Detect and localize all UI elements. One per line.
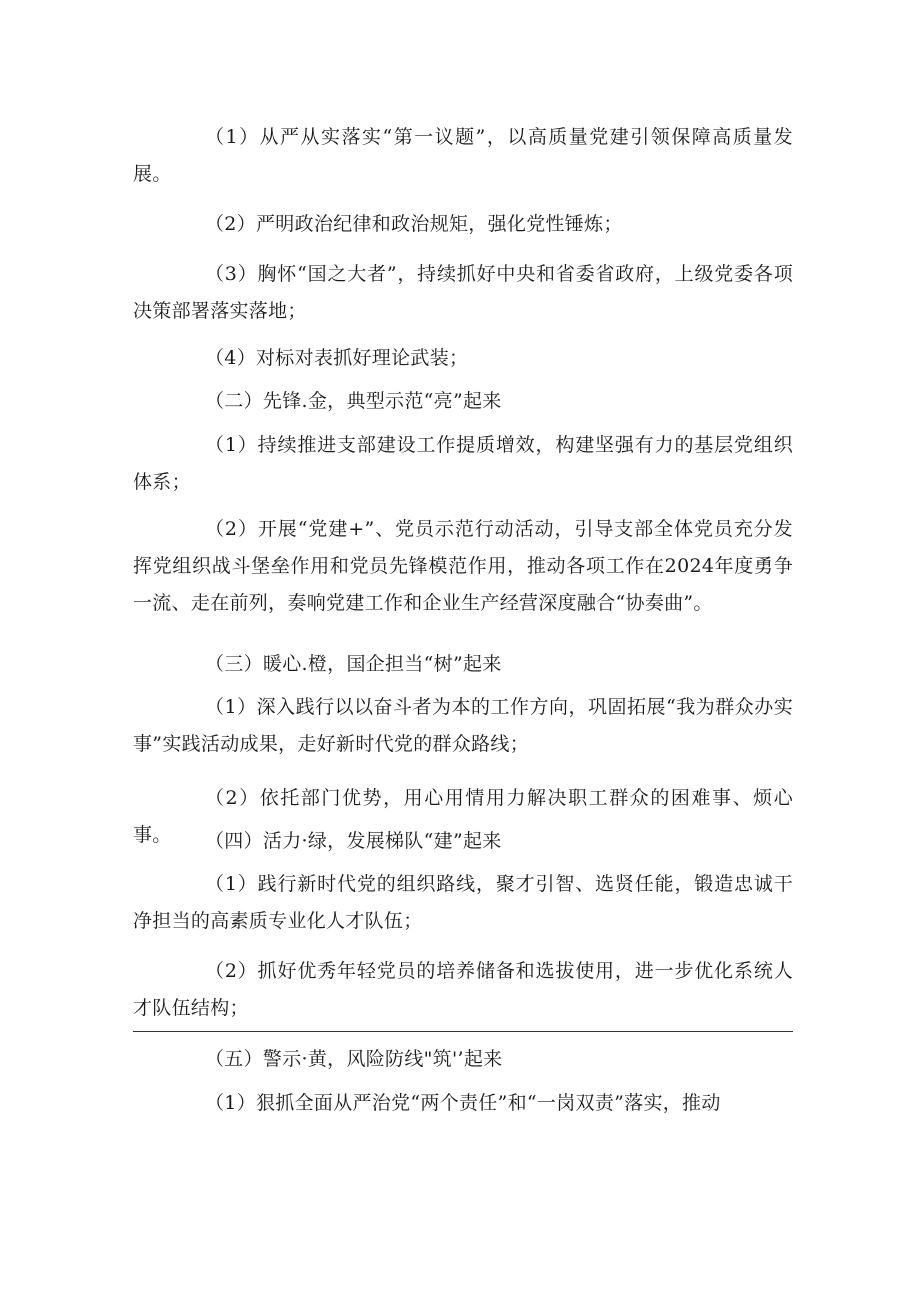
paragraph-5-1: （1）狠抓全面从严治党“两个责任”和“一岗双责”落实，推动 (205, 1092, 721, 1114)
paragraph-2-2: （2）开展“党建+”、党员示范行动活动，引导支部全体党员充分发挥党组织战斗堡垒作用和党员先锋模范作用，推动各项工作在2024年度勇争一流、走在前列，奏响党建工作和企业生产经营深度融合“协奏曲”。 (133, 518, 793, 614)
paragraph-3-2: （2）依托部门优势，用心用情用力解决职工群众的困难事、烦心事。 (133, 787, 793, 846)
paragraph-1-2: （2）严明政治纪律和政治规矩，强化党性锤炼； (205, 213, 623, 235)
paragraph-1-4: （4）对标对表抓好理论武装； (205, 347, 469, 369)
paragraph-2-1: （1）持续推进支部建设工作提质增效，构建坚强有力的基层党组织体系； (133, 434, 793, 493)
paragraph-4-2: （2）抓好优秀年轻党员的培养储备和选拔使用，进一步优化系统人才队伍结构； (133, 960, 793, 1019)
paragraph-1-1: （1）从严从实落实“第一议题”，以高质量党建引领保障高质量发展。 (133, 126, 793, 185)
paragraph-1-3: （3）胸怀“国之大者”，持续抓好中央和省委省政府，上级党委各项决策部署落实落地； (133, 263, 793, 322)
paragraph-3-1: （1）深入践行以以奋斗者为本的工作方向，巩固拓展“我为群众办实事”实践活动成果，走好新时代党的群众路线； (133, 696, 793, 755)
section-heading-4: （四）活力·绿，发展梯队“建”起来 (205, 830, 502, 852)
section-heading-5: （五）警示·黄，风险防线"筑'’起来 (205, 1048, 503, 1070)
section-heading-3: （三）暖心.橙，国企担当“树”起来 (205, 653, 502, 675)
paragraph-4-1: （1）践行新时代党的组织路线，聚才引智、选贤任能，锻造忠诚干净担当的高素质专业化人才队伍； (133, 873, 793, 932)
section-heading-2: （二）先锋.金，典型示范“亮”起来 (205, 390, 502, 412)
divider-line (133, 1031, 793, 1032)
